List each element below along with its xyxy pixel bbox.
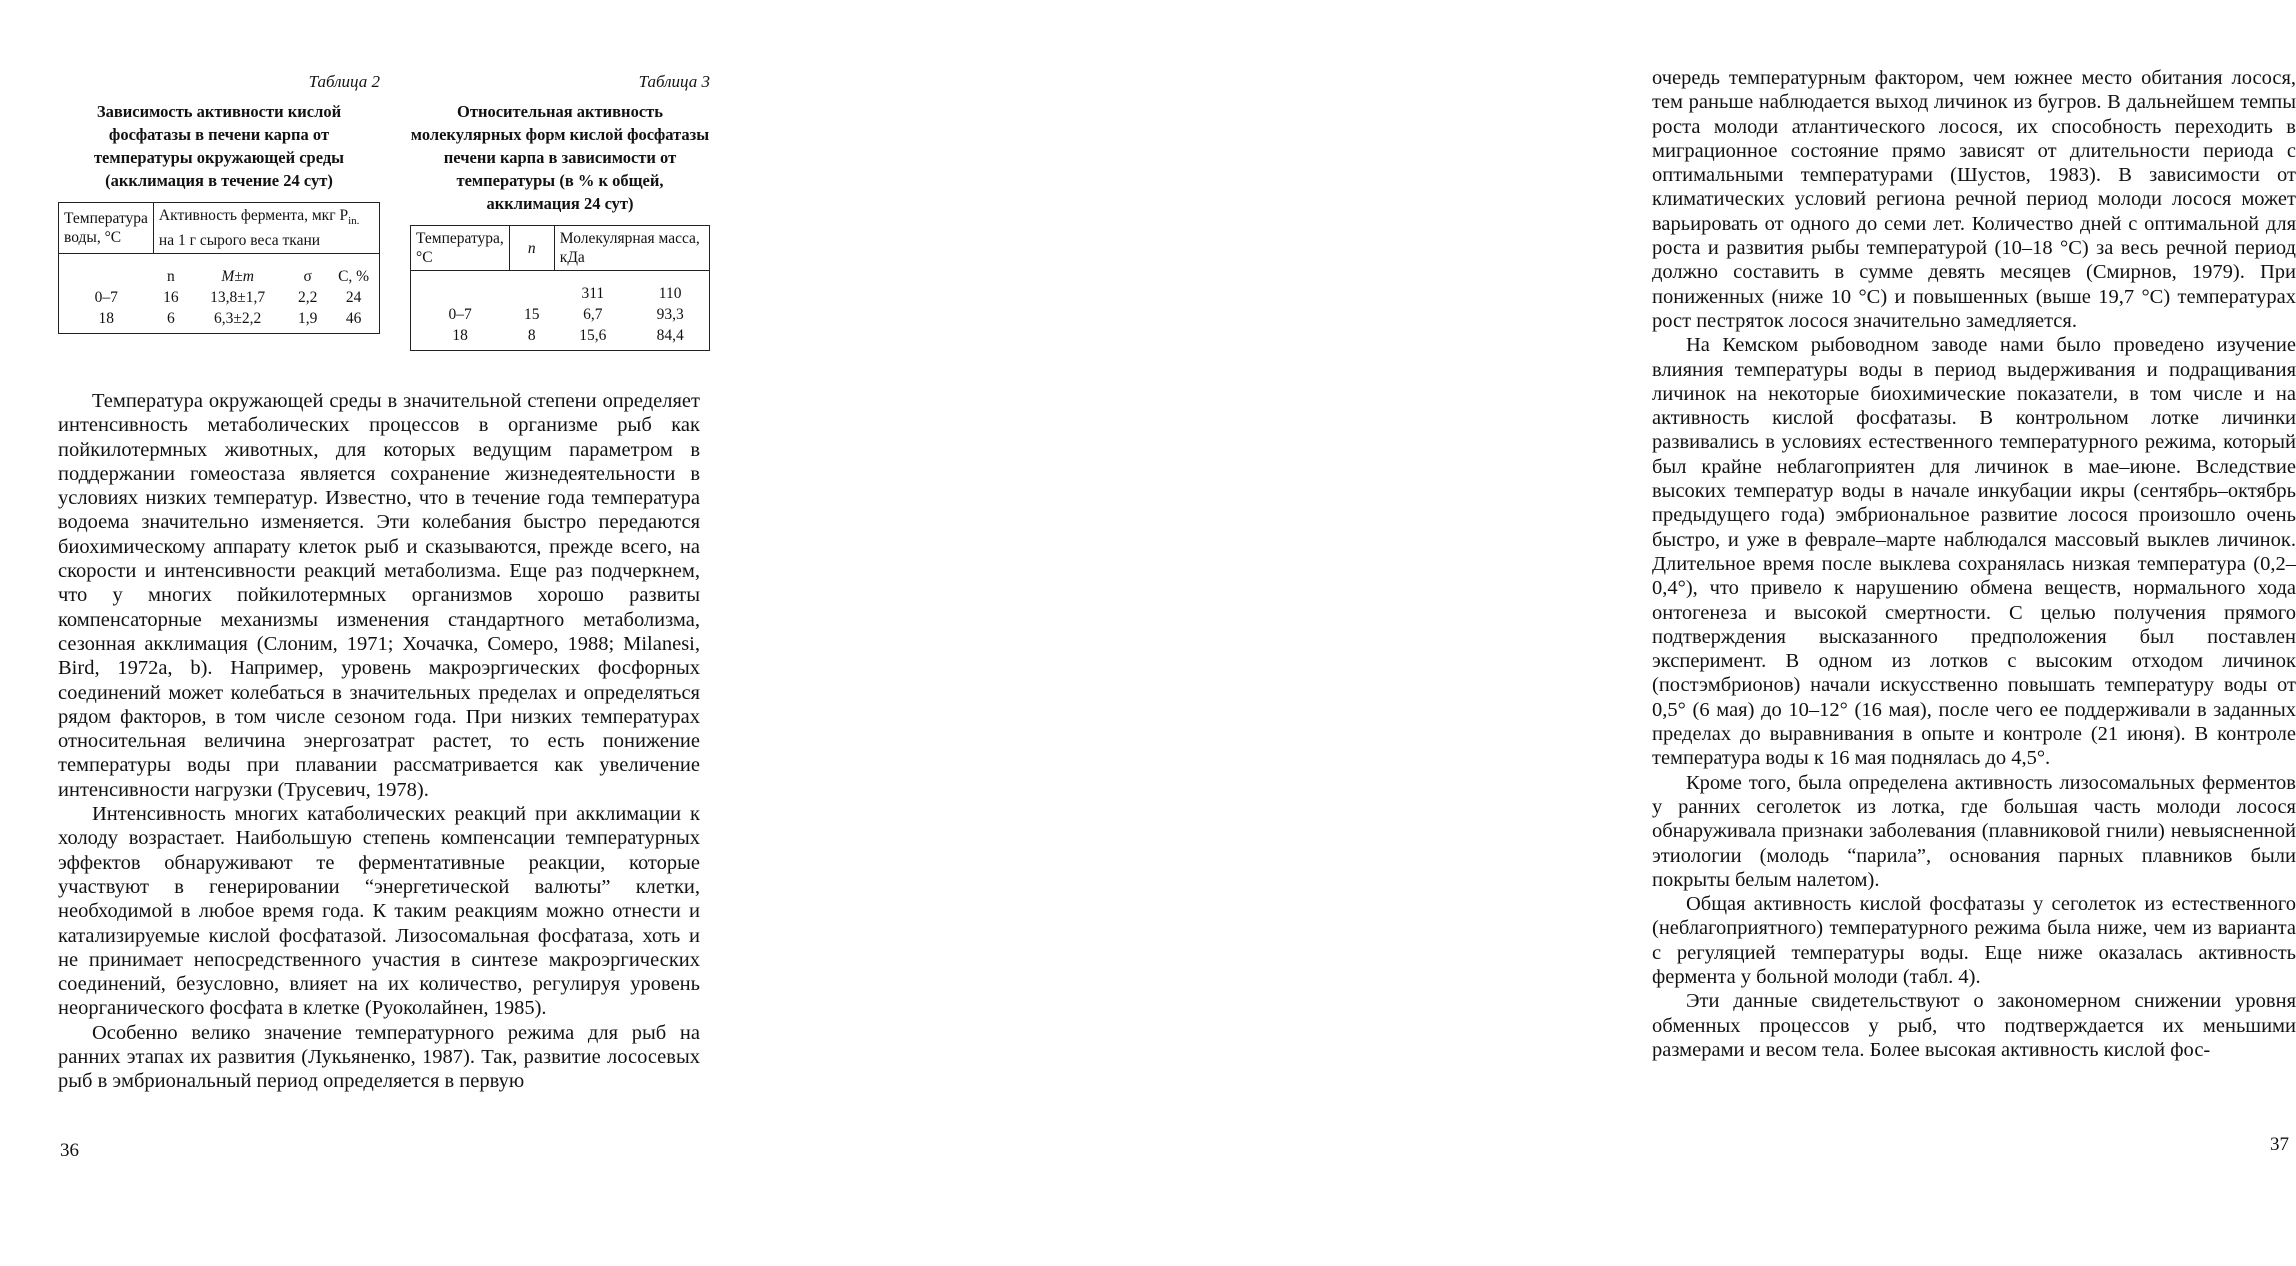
paragraph: Особенно велико значение температурного режима для рыб на ранних этапах их развития (Лукьяненко, 1987). Так, развитие лососевых рыб в эмбриональный период определяется в первую [58, 1021, 700, 1093]
paragraph: Кроме того, была определена активность лизосомальных ферментов у ранних сеголеток из лотка, где большая часть молоди лосося обнаруживала признаки заболевания (плавниковой гнили) невыясненной этиологии (молодь “парила”, основания парных плавников были покрыты белым налетом). [1652, 771, 2296, 891]
table-cell: M±m [221, 268, 254, 286]
table-cell: σ [303, 268, 312, 286]
paragraph: Эти данные свидетельствуют о закономерном снижении уровня обменных процессов у рыб, что подтверждается их меньшими размерами и весом тела. Более высокая активность кислой фос- [1652, 990, 2296, 1061]
table-cell: 6 [153, 308, 188, 334]
table-cell: 46 [328, 308, 379, 334]
table-cell: 13,8±1,7 [210, 289, 266, 307]
table-2-header-temperature: Температура воды, °С [59, 203, 154, 254]
table-cell: 110 [631, 271, 709, 305]
table-cell [509, 271, 554, 305]
table-3-header-temperature: Температура, °С [411, 226, 510, 271]
table-row [411, 325, 710, 351]
table-cell: 2,2 [297, 289, 318, 307]
table-cell: C, % [328, 254, 379, 288]
table-row [59, 287, 380, 308]
table-2-title: Зависимость активности кислой фосфатазы в печени карпа от температуры окружающей среды (акклимация в течение 24 сут) [93, 102, 345, 190]
table-header-row [59, 203, 380, 254]
table-cell: 0–7 [59, 287, 154, 308]
page-number-right: 37 [2270, 1134, 2289, 1155]
table-cell: 18 [59, 308, 154, 334]
table-2 [58, 202, 380, 334]
page-number-left: 36 [60, 1140, 79, 1161]
table-row [411, 304, 710, 325]
table-3 [410, 225, 710, 351]
table-cell: 6,3±2,2 [188, 308, 287, 334]
table-3-header-n: n [509, 226, 554, 271]
table-cell: 84,4 [631, 325, 709, 351]
table-row [59, 308, 380, 334]
table-2-block [58, 72, 380, 334]
table-2-header-activity [153, 203, 379, 254]
table-cell: 16 [163, 289, 179, 307]
table-cell: 15 [524, 306, 540, 323]
table-cell: 1,9 [287, 308, 328, 334]
table-cell: 8 [509, 325, 554, 351]
table-cell: 311 [581, 285, 605, 302]
right-page [800, 0, 2296, 1266]
paragraph: Интенсивность многих катаболических реакций при акклимации к холоду возрастает. Наибольшую степень компенсации температурных эффектов обнаруживают те ферментативные реакции, которые участвуют в генерировании “энергетической валюты” клетки, необходимой в любое время года. К таким реакциям можно отнести и катализируемые кислой фосфатазой. Лизосомальная фосфатаза, хоть и не принимает непосредственного участия в синтезе макроэргических соединений, безусловно, влияет на их количество, регулируя уровень неорганического фосфата в клетке (Руоколайнен, 1985). [58, 803, 700, 1020]
table-subheader-row [411, 271, 710, 305]
table-3-title: Относительная активность молекулярных форм кислой фосфатазы печени карпа в зависимости от температуры (в % к общей, акклимация 24 сут) [410, 102, 710, 213]
header-activity-main: Активность фермента, мкг P [158, 207, 349, 224]
paragraph: Температура окружающей среды в значительной степени определяет интенсивность метаболических процессов в организме рыб как пойкилотермных животных, для которых ведущим параметром в поддержании гомеостаза является сохранение жизнедеятельности в условиях низких температур. Известно, что в течение года температура водоема значительно изменяется. Эти колебания быстро передаются биохимическому аппарату клеток рыб и сказываются, прежде всего, на скорости и интенсивности реакций метаболизма. Еще раз подчеркнем, что у многих пойкилотермных организмов хорошо развиты компенсаторные механизмы изменения стандартного метаболизма, сезонная акклимация (Слоним, 1971; Хочачка, Сомеро, 1988; Milanesi, Bird, 1972a, b). Например, уровень макроэргических фосфорных соединений может колебаться в значительных пределах и определяться рядом факторов, в том числе сезоном года. При низких температурах относительная величина энергозатрат растет, то есть понижение температуры воды при плавании рассматривается как увеличение интенсивности нагрузки (Трусевич, 1978). [58, 390, 700, 801]
table-cell: 18 [411, 325, 510, 351]
right-body-text [1652, 66, 2296, 1062]
table-cell: 6,7 [583, 306, 603, 323]
table-cell [59, 254, 154, 288]
left-page [0, 0, 800, 1266]
table-cell [411, 271, 510, 305]
table-cell: 15,6 [554, 325, 631, 351]
paragraph: На Кемском рыбоводном заводе нами было проведено изучение влияния температуры воды в период выдерживания и подращивания личинок на некоторые биохимические показатели, в том числе и на активность кислой фосфатазы. В контрольном лотке личинки развивались в условиях естественного температурного режима, который был крайне неблагоприятен для личинок в мае–июне. Вследствие высоких температур воды в начале инкубации икры (сентябрь–октябрь предыдущего года) эмбриональное развитие лосося произошло очень быстро, и уже в феврале–марте наблюдался массовый выклев личинок. Длительное время после выклева сохранялась низкая температура (0,2–0,4°), что привело к нарушению обмена веществ, нормального хода онтогенеза и высокой смертности. С целью получения прямого подтверждения высказанного предположения был поставлен эксперимент. В одном из лотков с высоким отходом личинок (постэмбрионов) начали искусственно повышать температуру воды от 0,5° (6 мая) до 10–12° (16 мая), после чего ее поддерживали в заданных пределах до выравнивания в опыте и контроле (21 июня). В контроле температура воды к 16 мая поднялась до 4,5°. [1652, 334, 2296, 770]
table-cell: 93,3 [631, 304, 709, 325]
left-body-text [58, 389, 700, 1094]
header-activity-tail: на 1 г сырого веса ткани [158, 232, 321, 250]
table-header-row [411, 226, 710, 271]
header-activity-sub: in. [348, 215, 360, 228]
table-cell: n [166, 268, 175, 286]
table-3-header-mass: Молекулярная масса, кДа [554, 226, 709, 271]
table-3-caption: Таблица 3 [638, 72, 710, 91]
table-cell: 24 [328, 287, 379, 308]
paragraph: Общая активность кислой фосфатазы у сеголеток из естественного (неблагоприятного) температурного режима была ниже, чем из варианта с регуляцией температуры воды. Еще ниже оказалась активность фермента у больной молоди (табл. 4). [1652, 893, 2296, 988]
table-subheader-row [59, 254, 380, 288]
table-3-block [410, 72, 710, 351]
table-2-caption: Таблица 2 [308, 72, 380, 91]
table-cell: 0–7 [411, 304, 510, 325]
paragraph: очередь температурным фактором, чем южнее место обитания лосося, тем раньше наблюдается выход личинок из бугров. В дальнейшем темпы роста молоди атлантического лосося, их способность переходить в миграционное состояние прямо зависят от длительности периода с оптимальными температурами (Шустов, 1983). В зависимости от климатических условий региона речной период молоди лосося может варьировать от одного до семи лет. Количество дней с оптимальной для роста и развития рыбы температурой (10–18 °С) за весь речной период должно составить в сумме девять месяцев (Смирнов, 1979). При пониженных (ниже 10 °С) и повышенных (выше 19,7 °С) температурах рост пестряток лосося значительно замедляется. [1652, 67, 2296, 332]
